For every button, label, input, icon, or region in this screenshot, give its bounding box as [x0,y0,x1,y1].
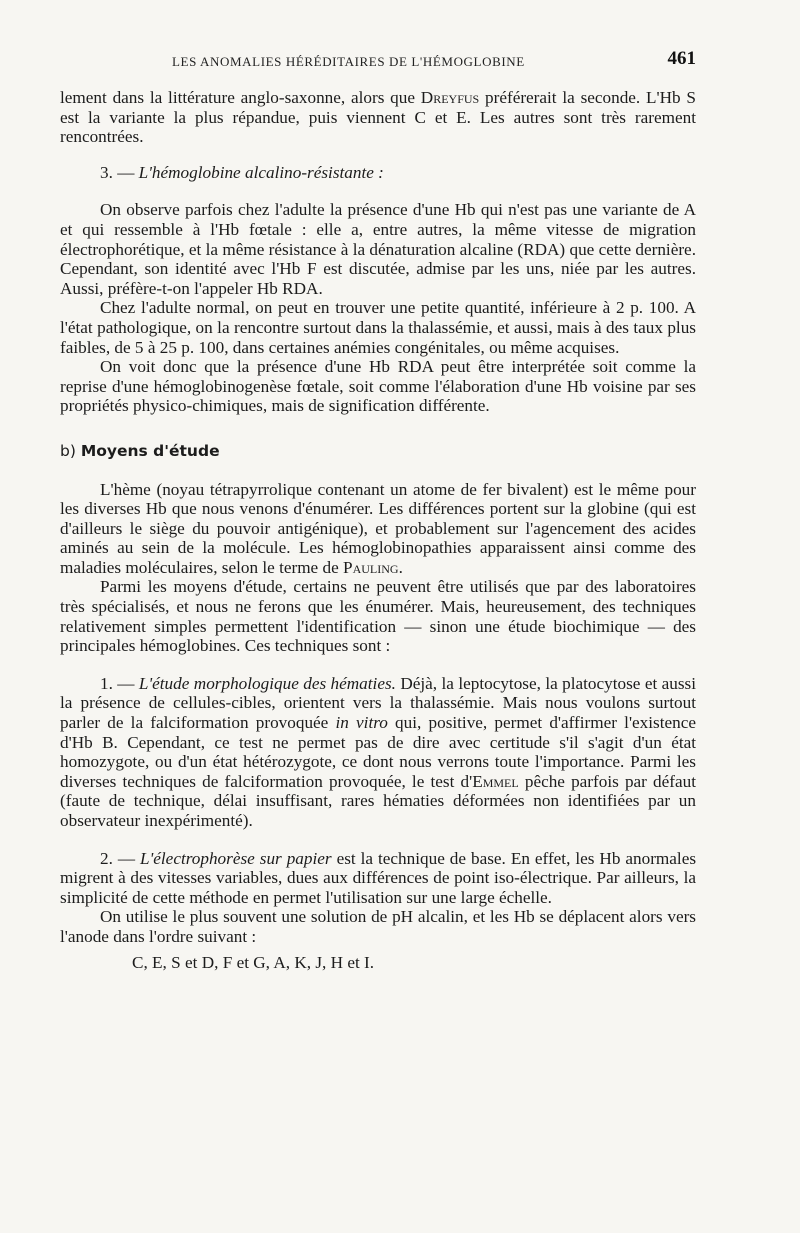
item-title: L'étude morphologique des hématies. [138,673,396,693]
subsection-title: Moyens d'étude [80,441,220,460]
paragraph: On utilise le plus souvent une solution de pH alcalin, et les Hb se déplacent alors vers l'anode dans l'ordre suivant : [60,907,696,946]
subsection-heading: b) Moyens d'étude [60,441,220,460]
paragraph: L'hème (noyau tétrapyrrolique contenant un atome de fer bivalent) est le même pour les diverses Hb que nous venons d'énumérer. Les différences portent sur la globine (qui est d'ailleurs le siège du pouvoir antigénique), et probablement sur l'agencement des acides aminés au sein de la molécule. Les hémoglobinopathies apparaissent ainsi comme des maladies moléculaires, selon le terme de Pauling. [60,479,696,577]
body-text [60,88,696,972]
paragraph: On observe parfois chez l'adulte la présence d'une Hb qui n'est pas une variante de A et qui ressemble à l'Hb fœtale : elle a, entre autres, la même vitesse de migration électrophorétique, et la même résistance à la dénaturation alcaline (RDA) que cette dernière. Cependant, son identité avec l'Hb F est discutée, admise par les uns, niée par les autres. Aussi, préfère-t-on l'appeler Hb RDA. [60,200,696,298]
author-name: Emmel [472,771,519,791]
list-item: 1. — L'étude morphologique des hématies. Déjà, la leptocytose, la platocytose et aussi la présence de cellules-cibles, orientent vers la thalassémie. Mais nous voulons surtout parler de la falciformation provoquée in vitro qui, positive, permet d'affirmer l'existence d'Hb B. Cependant, ce test ne permet pas de dire avec certitude s'il s'agit d'un état homozygote, ou d'un état hétérozygote, ce dont nous verrons toute l'importance. Parmi les diverses techniques de falciformation provoquée, le test d'Emmel pêche parfois par défaut (faute de technique, délai insuffisant, rares hématies déformées non identifiées par un observateur inexpérimenté). [60,673,697,830]
paragraph: Chez l'adulte normal, on peut en trouver une petite quantité, inférieure à 2 p. 100. A l'état pathologique, on la rencontre surtout dans la thalassémie, et aussi, mais à des taux plus faibles, de 5 à 25 p. 100, dans certaines anémies congénitales, ou même acquises. [60,298,696,357]
running-head: LES ANOMALIES HÉRÉDITAIRES DE L'HÉMOGLOBINE [172,54,525,69]
migration-order: C, E, S et D, F et G, A, K, J, H et I. [132,952,375,972]
item-title: L'électrophorèse sur papier [140,848,332,868]
page-number: 461 [667,48,696,69]
paragraph: On voit donc que la présence d'une Hb RDA peut être interprétée soit comme la reprise d'une hémoglobinogenèse fœtale, soit comme l'élaboration d'une Hb voisine par ses propriétés physico-chimiques, mais de signification différente. [60,357,696,416]
author-name: Dreyfus [420,88,480,107]
paragraph: Parmi les moyens d'étude, certains ne peuvent être utilisés que par des laboratoires très spécialisés, et nous ne ferons que les énumérer. Mais, heureusement, des techniques relativement simples permettent l'identification — sinon une étude biochimique — des principales hémoglobines. Ces techniques sont : [60,577,696,656]
page-header [60,46,696,72]
paragraph-continuation: lement dans la littérature anglo-saxonne, alors que Dreyfus préférerait la seconde. L'Hb S est la variante la plus répandue, puis viennent C et E. Les autres sont très rarement rencontrées. [60,88,696,147]
section-heading: 3. — L'hémoglobine alcalino-résistante : [100,162,384,182]
section-title: L'hémoglobine alcalino-résistante : [138,162,384,182]
author-name: Pauling [343,557,399,577]
list-item: 2. — L'électrophorèse sur papier est la technique de base. En effet, les Hb anormales migrent à des vitesses variables, dues aux différences de point iso-électrique. Par ailleurs, la simplicité de cette méthode en permet l'utilisation sur une large échelle. [60,848,697,907]
